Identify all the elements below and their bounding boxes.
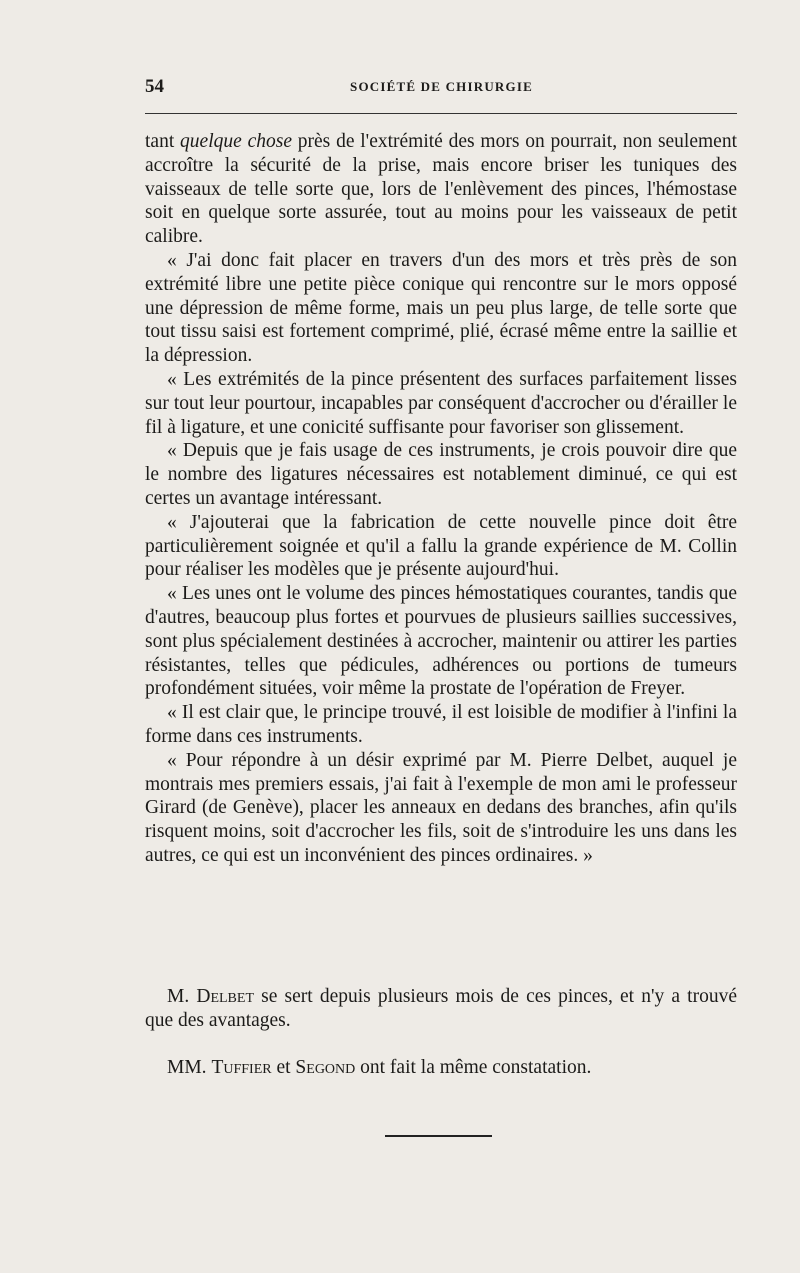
- tuffier-prefix: MM.: [167, 1057, 212, 1078]
- page-number: 54: [145, 76, 164, 97]
- paragraph-1: [145, 130, 737, 249]
- end-rule: [385, 1135, 492, 1137]
- body-text: [145, 130, 737, 868]
- paragraph-5: « J'ajouterai que la fabrication de cette nouvelle pince doit être particulièrement soignée et qu'il a fallu la grande expérience de M. Collin pour réaliser les modèles que je présente aujourd'hui.: [145, 511, 737, 581]
- tuffier-text: ont fait la même constatation.: [355, 1057, 592, 1078]
- running-title: SOCIÉTÉ DE CHIRURGIE: [350, 79, 533, 94]
- tuffier-name: Tuffier: [211, 1057, 272, 1078]
- paragraph-7: « Il est clair que, le principe trouvé, il est loisible de modifier à l'infini la forme dans ces instruments.: [145, 702, 737, 747]
- p1-rest: près de l'extrémité des mors on pourrait, non seulement accroître la sécurité de la prise, mais encore briser les tuniques des vaisseaux de telle sorte que, lors de l'enlèvement des pinces, l'hémostase soit en quelque sorte assurée, tout au moins pour les vaisseaux de petit calibre.: [145, 131, 737, 248]
- closing-delbet: [145, 985, 737, 1033]
- delbet-text: se sert depuis plusieurs mois de ces pinces, et n'y a trouvé que des avantages.: [145, 986, 738, 1031]
- paragraph-6: « Les unes ont le volume des pinces hémostatiques courantes, tandis que d'autres, beaucoup plus fortes et pourvues de plusieurs saillies successives, sont plus spécialement destinées à accrocher, maintenir ou attirer les parties résistantes, telles que pédicules, adhérences ou portions de tumeurs profondément situées, voir même la prostate de l'opération de Freyer.: [145, 583, 737, 700]
- tuffier-and: et: [271, 1057, 296, 1078]
- paragraph-8: « Pour répondre à un désir exprimé par M. Pierre Delbet, auquel je montrais mes premiers essais, j'ai fait à l'exemple de mon ami le professeur Girard (de Genève), placer les anneaux en dedans des branches, afin qu'ils risquent moins, soit d'accrocher les fils, soit de s'introduire les uns dans les autres, ce qui est un inconvénient des pinces ordinaires. »: [145, 749, 737, 866]
- p1-emphasis: quelque chose: [180, 131, 292, 152]
- segond-name: Segond: [295, 1057, 356, 1078]
- closing-tuffier: [145, 1056, 737, 1080]
- paragraph-4: « Depuis que je fais usage de ces instruments, je crois pouvoir dire que le nombre des ligatures nécessaires est notablement diminué, ce qui est certes un avantage intéressant.: [145, 440, 737, 509]
- delbet-statement: [145, 985, 737, 1033]
- tuffier-statement: [145, 1056, 737, 1080]
- paragraph-2: « J'ai donc fait placer en travers d'un des mors et très près de son extrémité libre une petite pièce conique qui rencontre sur le mors opposé une dépression de même forme, mais un peu plus large, de telle sorte que tout tissu saisi est fortement comprimé, plié, écrasé même entre la saillie et la dépression.: [145, 249, 737, 367]
- header-rule: [145, 113, 737, 114]
- delbet-prefix: M.: [167, 986, 197, 1007]
- page-header: [145, 76, 738, 102]
- delbet-name: Delbet: [196, 986, 255, 1007]
- p1-start: tant: [145, 131, 181, 152]
- paragraph-3: « Les extrémités de la pince présentent des surfaces parfaitement lisses sur tout leur pourtour, incapables par conséquent d'accrocher ou d'érailler le fil à ligature, et une conicité suffisante pour favoriser son glissement.: [145, 368, 737, 438]
